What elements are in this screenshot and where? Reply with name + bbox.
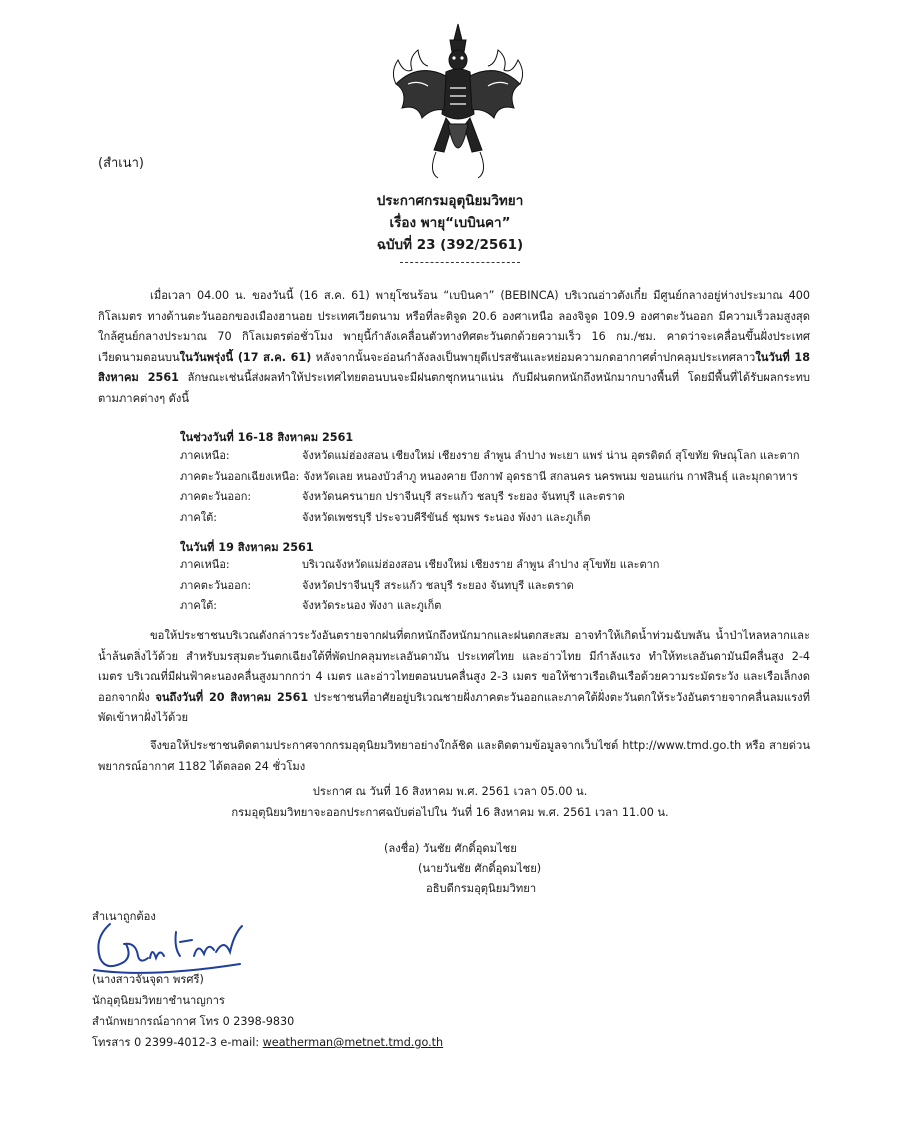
announcement-issue-number: ฉบับที่ 23 (392/2561) [376,237,524,253]
next-issue-line: กรมอุตุนิยมวิทยาจะออกประกาศฉบับต่อไปใน วันที่ 16 สิงหาคม พ.ศ. 2561 เวลา 11.00 น. [231,806,669,819]
warning-text-1: ขอให้ประชาชนบริเวณดังกล่าวระวังอันตรายจากฝนที่ตกหนักถึงหนักมากและฝนตกสะสม อาจทำให้เกิดน้ำท่วมฉับพลัน น้ำป่าไหลหลากและน้ำล้นตลิ่งไว้ด้วย สำหรับมรสุมตะวันตกเฉียงใต้ที่พัดปกคลุมทะเลอันดามัน ประเทศไทย และอ่าวไทย มีกำลังแรง ทำให้ทะเลอันดามันมีคลื่นสูง 2-4 เมตร บริเวณที่มีฝนฟ้าคะนองคลื่นสูงมากกว่า 4 เมตร และอ่าวไทยตอนบนคลื่นสูง 2-3 เมตร ขอให้ชาวเรือเดินเรือด้วยความระมัดระวัง และเรือเล็กงดออกจากฝั่ง [98,629,810,704]
intro-paragraph [98,286,810,409]
region-name: ภาคตะวันออก: [180,578,252,592]
region-provinces: บริเวณจังหวัดแม่ฮ่องสอน เชียงใหม่ เชียงราย ลำพูน ลำปาง สุโขทัย และตาก [302,558,660,571]
period1-region-list [180,446,820,528]
period2-region-list [180,555,820,617]
warning-paragraph [98,626,810,729]
announcement-title: ประกาศกรมอุตุนิยมวิทยา [376,193,524,209]
fax-text: โทรสาร 0 2399-4012-3 e-mail: [92,1036,263,1049]
region-name: ภาคใต้: [180,510,218,524]
handwritten-signature [90,912,260,982]
issued-line: ประกาศ ณ วันที่ 16 สิงหาคม พ.ศ. 2561 เวลา 05.00 น. [312,785,588,798]
fax-email-line [92,1032,443,1053]
region-provinces: จังหวัดระนอง พังงา และภูเก็ต [302,599,442,612]
region-provinces: จังหวัดแม่ฮ่องสอน เชียงใหม่ เชียงราย ลำพูน ลำปาง พะเยา แพร่ น่าน อุตรดิตถ์ สุโขทัย พิษณุโลก และตาก [302,449,800,462]
region-row [180,508,820,529]
region-name: ภาคเหนือ: [180,449,230,462]
region-name: ภาคตะวันออก: [180,490,252,503]
period1-heading: ในช่วงวันที่ 16-18 สิงหาคม 2561 [180,431,354,444]
garuda-emblem-icon [388,22,528,182]
region-provinces: จังหวัดปราจีนบุรี สระแก้ว ชลบุรี ระยอง จันทบุรี และตราด [302,578,574,592]
office-phone: สำนักพยากรณ์อากาศ โทร 0 2398-9830 [92,1015,295,1028]
region-provinces: จังหวัดนครนายก ปราจีนบุรี สระแก้ว ชลบุรี ระยอง จันทบุรี และตราด [302,490,625,503]
region-row [180,467,820,488]
copy-mark: (สำเนา) [98,156,145,171]
certifier-name: (นางสาวจันจุดา พรศรี) [92,973,204,986]
warning-text-2: ประชาชนที่อาศัยอยู่บริเวณชายฝั่งภาคตะวันออกและภาคใต้ฝั่งตะวันตกให้ระวังอันตรายจากคลื่นลมแรงที่พัดเข้าหาฝั่งไว้ด้วย [98,690,810,724]
followup-paragraph [98,736,810,777]
intro-text-1: เมื่อเวลา 04.00 น. ของวันนี้ (16 ส.ค. 61) พายุโซนร้อน “เบบินคา” (BEBINCA) บริเวณอ่าวตังเกี๋ย มีศูนย์กลางอยู่ห่างประมาณ 400 กิโลเมตร ทางด้านตะวันออกของเมืองฮานอย ประเทศเวียดนาม หรือที่ละติจูด 20.6 องศาเหนือ ลองจิจูด 109.9 องศาตะวันออก มีความเร็วลมสูงสุดใกล้ศูนย์กลางประมาณ 70 กิโลเมตรต่อชั่วโมง พายุนี้กำลังเคลื่อนตัวทางทิศตะวันตกด้วยความเร็ว 16 กม./ชม. คาดว่าจะเคลื่อนขึ้นฝั่งประเทศเวียดนามตอนบน [98,289,810,364]
intro-bold-tomorrow: ในวันพรุ่งนี้ (17 ส.ค. 61) [179,350,312,364]
intro-bold-date: ในวันที่ 18 สิงหาคม 2561 [98,350,810,384]
certified-copy-label: สำเนาถูกต้อง [92,910,156,923]
title-divider [400,262,520,263]
announcement-subject: เรื่อง พายุ“เบบินคา” [389,215,511,231]
region-row [180,576,820,597]
region-provinces: จังหวัดเพชรบุรี ประจวบคีรีขันธ์ ชุมพร ระนอง พังงา และภูเก็ต [302,510,591,524]
signatory-signed: (ลงชื่อ) วันชัย ศักดิ์อุดมไชย [384,842,517,855]
region-name: ภาคเหนือ: [180,558,230,571]
period2-heading: ในวันที่ 19 สิงหาคม 2561 [180,541,314,554]
region-name: ภาคใต้: [180,599,218,612]
followup-text: จึงขอให้ประชาชนติดตามประกาศจากกรมอุตุนิยมวิทยาอย่างใกล้ชิด และติดตามข้อมูลจากเว็บไซต์ http://www.tmd.go.th หรือ สายด่วนพยากรณ์อากาศ 1182 ได้ตลอด 24 ชั่วโมง [98,739,810,773]
title-block [0,190,900,256]
region-provinces: จังหวัดเลย หนองบัวลำภู หนองคาย บึงกาฬ อุดรธานี สกลนคร นครพนม ขอนแก่น กาฬสินธุ์ และมุกดาหาร [303,469,798,483]
region-row [180,596,820,617]
region-row [180,487,820,508]
region-name-inline: ภาคตะวันออกเฉียงเหนือ: [180,469,300,483]
region-row [180,446,820,467]
certifier-position: นักอุตุนิยมวิทยาชำนาญการ [92,994,225,1007]
region-row [180,555,820,576]
warning-bold-date: จนถึงวันที่ 20 สิงหาคม 2561 [155,690,309,704]
signatory-position: อธิบดีกรมอุตุนิยมวิทยา [426,882,537,895]
signatory-name: (นายวันชัย ศักดิ์อุดมไชย) [418,862,542,875]
email-link[interactable]: weatherman@metnet.tmd.go.th [262,1036,444,1049]
intro-text-3: ลักษณะเช่นนี้ส่งผลทำให้ประเทศไทยตอนบนจะมีฝนตกชุกหนาแน่น กับมีฝนตกหนักถึงหนักมากบางพื้นที่ โดยมีพื้นที่ได้รับผลกระทบตามภาคต่างๆ ดังนี้ [98,371,810,405]
intro-text-2: หลังจากนั้นจะอ่อนกำลังลงเป็นพายุดีเปรสชันและหย่อมความกดอากาศต่ำปกคลุมประเทศลาว [311,350,756,364]
